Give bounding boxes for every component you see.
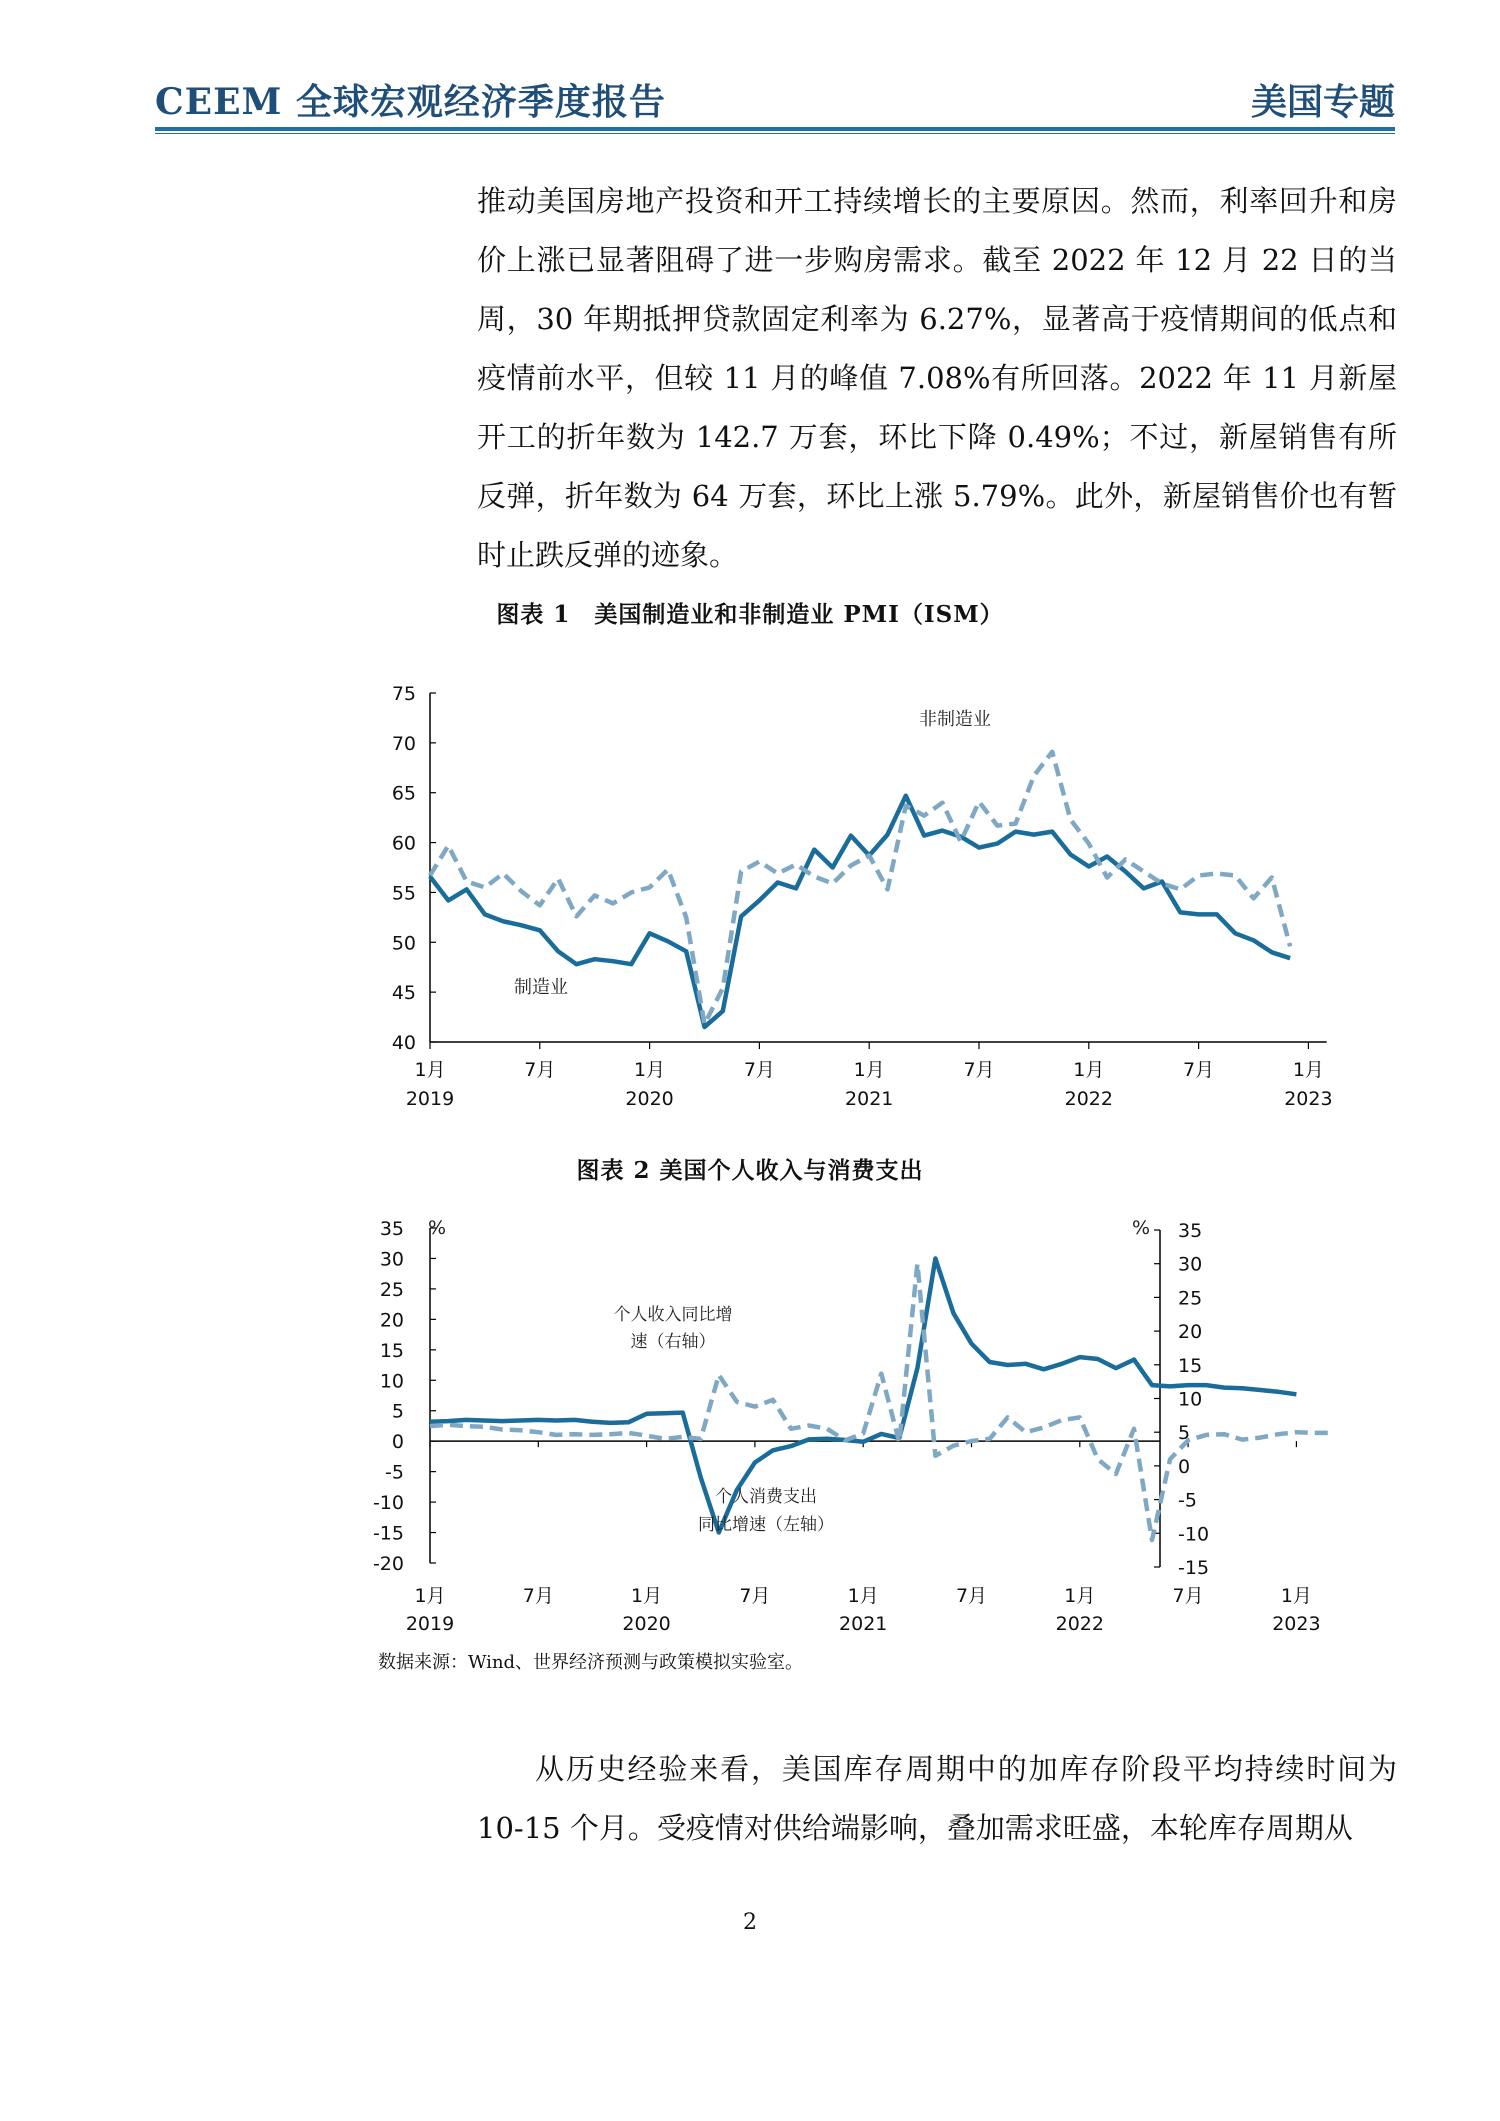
- chart2-x-tick-year: 2023: [1272, 1613, 1321, 1635]
- chart2-y-tick-label-left: -10: [372, 1492, 404, 1515]
- chart2-x-tick-month: 1月: [1064, 1585, 1096, 1607]
- chart2-y-tick-label-left: 30: [379, 1248, 404, 1271]
- chart2-label-consumption-1: 个人消费支出: [715, 1487, 817, 1507]
- chart1-x-tick-month: 1月: [853, 1059, 885, 1081]
- chart1-x-tick-month: 1月: [1073, 1059, 1105, 1081]
- chart1-title: 图表 1 美国制造业和非制造业 PMI（ISM）: [496, 601, 1004, 628]
- chart2-x-tick-month: 7月: [522, 1585, 554, 1607]
- header-title: CEEM 全球宏观经济季度报告: [155, 81, 666, 123]
- data-source: 数据来源：Wind、世界经济预测与政策模拟实验室。: [378, 1652, 804, 1673]
- chart2-x-tick-month: 7月: [739, 1585, 771, 1607]
- chart1-x-tick-month: 7月: [963, 1059, 995, 1081]
- chart2-y-tick-label-right: -5: [1178, 1489, 1197, 1512]
- chart2-label-consumption-2: 同比增速（左轴）: [698, 1515, 834, 1535]
- chart2-y-tick-label-left: -15: [372, 1522, 404, 1545]
- chart2-x-tick-year: 2019: [405, 1613, 455, 1635]
- chart1-x-tick-year: 2020: [625, 1088, 674, 1110]
- chart2-x-tick-year: 2021: [839, 1613, 888, 1635]
- chart1-x-tick-year: 2023: [1284, 1088, 1333, 1110]
- chart1-x-tick-year: 2021: [845, 1088, 894, 1110]
- chart2-x-tick-year: 2020: [622, 1613, 671, 1635]
- chart2-title: 图表 2 美国个人收入与消费支出: [576, 1157, 924, 1184]
- chart1-y-tick-label: 60: [391, 832, 416, 855]
- chart2-y-tick-label-right: 25: [1178, 1287, 1203, 1310]
- body-paragraph-2: 从历史经验来看，美国库存周期中的加库存阶段平均持续时间为 10-15 个月。受疫情对供给端影响，叠加需求旺盛，本轮库存周期从: [477, 1752, 1397, 1845]
- chart2-y-tick-label-right: 0: [1178, 1455, 1191, 1478]
- chart1-label-nonmanufacturing: 非制造业: [919, 709, 991, 730]
- chart2-y-tick-label-left: 20: [379, 1309, 404, 1332]
- chart1-y-tick-label: 70: [391, 732, 416, 755]
- chart1-x-tick-year: 2019: [405, 1088, 455, 1110]
- chart2-x-tick-month: 1月: [1280, 1585, 1312, 1607]
- chart1-y-tick-label: 40: [391, 1032, 416, 1054]
- body-paragraph-1: 推动美国房地产投资和开工持续增长的主要原因。然而，利率回升和房价上涨已显著阻碍了进一步购房需求。截至 2022 年 12 月 22 日的当周，30 年期抵押贷款固定利率为 6.27%，显著高于疫情期间的低点和疫情前水平，但较 11 月的峰值 7.08%有所回落。2022 年 11 月新屋开工的折年数为 142.7 万套，环比下降 0.49%；不过，新屋销售有所反弹，折年数为 64 万套，环比上涨 5.79%。此外，新屋销售价也有暂时止跌反弹的迹象。: [477, 184, 1397, 572]
- chart2-x-tick-month: 7月: [955, 1585, 988, 1607]
- chart1-label-manufacturing: 制造业: [514, 977, 568, 998]
- chart1-y-tick-label: 55: [391, 882, 416, 905]
- chart1-y-tick-label: 75: [391, 683, 416, 705]
- chart2-x-tick-month: 1月: [847, 1585, 879, 1607]
- chart2-y-tick-label-right: -10: [1178, 1523, 1210, 1546]
- chart1-x-tick-month: 1月: [1292, 1059, 1324, 1081]
- chart1-x-tick-month: 7月: [743, 1059, 775, 1081]
- chart1-x-tick-year: 2022: [1064, 1088, 1113, 1110]
- chart2-unit-left: %: [428, 1217, 447, 1239]
- chart1-x-tick-month: 1月: [634, 1059, 666, 1081]
- chart2-y-tick-label-right: 15: [1178, 1354, 1203, 1377]
- chart2-y-tick-label-left: 0: [391, 1431, 404, 1454]
- chart1-y-tick-label: 65: [391, 782, 416, 805]
- chart2-y-tick-label-right: 30: [1178, 1253, 1203, 1276]
- chart1-y-tick-label: 50: [391, 932, 416, 955]
- chart2-x-tick-month: 1月: [414, 1585, 446, 1607]
- chart2-y-tick-label-left: -5: [385, 1461, 404, 1484]
- chart2-y-tick-label-right: 35: [1178, 1220, 1203, 1242]
- chart2-y-tick-label-right: -15: [1178, 1557, 1210, 1579]
- chart2-y-tick-label-left: 35: [379, 1218, 404, 1240]
- chart2-label-income-1: 个人收入同比增: [613, 1305, 733, 1325]
- page-number: 2: [743, 1910, 757, 1935]
- chart2-y-tick-label-left: 10: [379, 1370, 404, 1393]
- chart2-x-tick-year: 2022: [1055, 1613, 1104, 1635]
- chart2-y-tick-label-right: 20: [1178, 1321, 1203, 1344]
- chart1-x-tick-month: 1月: [414, 1059, 446, 1081]
- chart2-x-tick-month: 1月: [631, 1585, 663, 1607]
- chart1-y-tick-label: 45: [391, 982, 416, 1005]
- chart2-y-tick-label-left: -20: [372, 1553, 404, 1575]
- chart2-y-tick-label-left: 25: [379, 1278, 404, 1301]
- chart2-y-tick-label-right: 10: [1178, 1388, 1203, 1411]
- header-section: 美国专题: [1250, 81, 1395, 123]
- chart2-y-tick-label-left: 15: [379, 1339, 404, 1362]
- chart2-label-income-2: 速（右轴）: [630, 1332, 716, 1352]
- chart1-x-tick-month: 7月: [524, 1059, 556, 1081]
- chart2-x-tick-month: 7月: [1172, 1585, 1204, 1607]
- chart2-y-tick-label-left: 5: [391, 1400, 404, 1423]
- chart2-unit-right: %: [1132, 1217, 1151, 1239]
- chart2-y-tick-label-right: 5: [1178, 1422, 1191, 1445]
- chart2-series-consumption: [430, 1259, 1296, 1533]
- chart1-x-tick-month: 7月: [1183, 1059, 1215, 1081]
